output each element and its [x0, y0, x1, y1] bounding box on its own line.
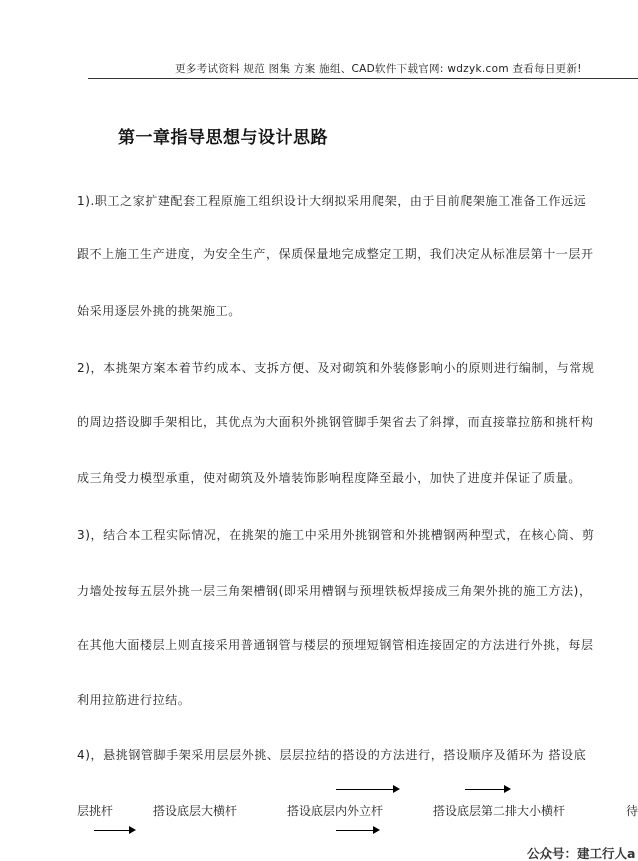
flow-step: 搭设底层内外立杆 [287, 804, 384, 818]
flow-arrow [336, 789, 398, 790]
paragraph-1-line-3: 始采用逐层外挑的挑架施工。 [77, 304, 241, 318]
paragraph-2-line-2: 的周边搭设脚手架相比，其优点为大面积外挑钢管脚手架省去了斜撑，而直接靠拉筋和挑杆构 [77, 415, 594, 429]
paragraph-3-line-2: 力墙处按每五层外挑一层三角架槽钢(即采用槽钢与预埋铁板焊接成三角架外挑的施工方法)， [77, 584, 592, 598]
flow-step: 搭设底层大横杆 [153, 804, 238, 818]
paragraph-2-line-1: 2)，本挑架方案本着节约成本、支拆方便、及对砌筑和外装修影响小的原则进行编制，与常规 [77, 361, 595, 375]
paragraph-3-line-1: 3)，结合本工程实际情况，在挑架的施工中采用外挑钢管和外挑槽钢两种型式，在核心筒、剪 [77, 528, 595, 542]
header-note: 更多考试资料 规范 图集 方案 施组、CAD软件下载官网: wdzyk.com 查看每日更新! [175, 63, 582, 75]
flow-arrow [336, 830, 378, 831]
chapter-title: 第一章指导思想与设计思路 [118, 128, 328, 148]
paragraph-2-line-3: 成三角受力模型承重，使对砌筑及外墙装饰影响程度降至最小，加快了进度并保证了质量。 [77, 471, 582, 485]
flow-step: 搭设底层第二排大小横杆 [433, 804, 566, 818]
paragraph-1-line-2: 跟不上施工生产进度，为安全生产，保质保量地完成整定工期，我们决定从标准层第十一层开 [77, 247, 594, 261]
footer-watermark: 公众号：建工行人a [527, 846, 636, 861]
paragraph-1-line-1: 1).职工之家扩建配套工程原施工组织设计大纲拟采用爬架，由于目前爬架施工准备工作远远 [77, 194, 587, 208]
paragraph-3-line-4: 利用拉筋进行拉结。 [77, 693, 191, 707]
flow-arrow [94, 830, 134, 831]
flow-step: 层挑杆 [77, 804, 114, 818]
header-divider [88, 78, 638, 79]
paragraph-3-line-3: 在其他大面楼层上则直接采用普通钢管与楼层的预埋短钢管相连接固定的方法进行外挑，每层 [77, 638, 594, 652]
paragraph-4-line-1: 4)，悬挑钢管脚手架采用层层外挑、层层拉结的搭设的方法进行，搭设顺序及循环为 搭设底 [77, 748, 587, 762]
flow-step: 待 [626, 804, 638, 818]
flow-arrow [465, 789, 509, 790]
